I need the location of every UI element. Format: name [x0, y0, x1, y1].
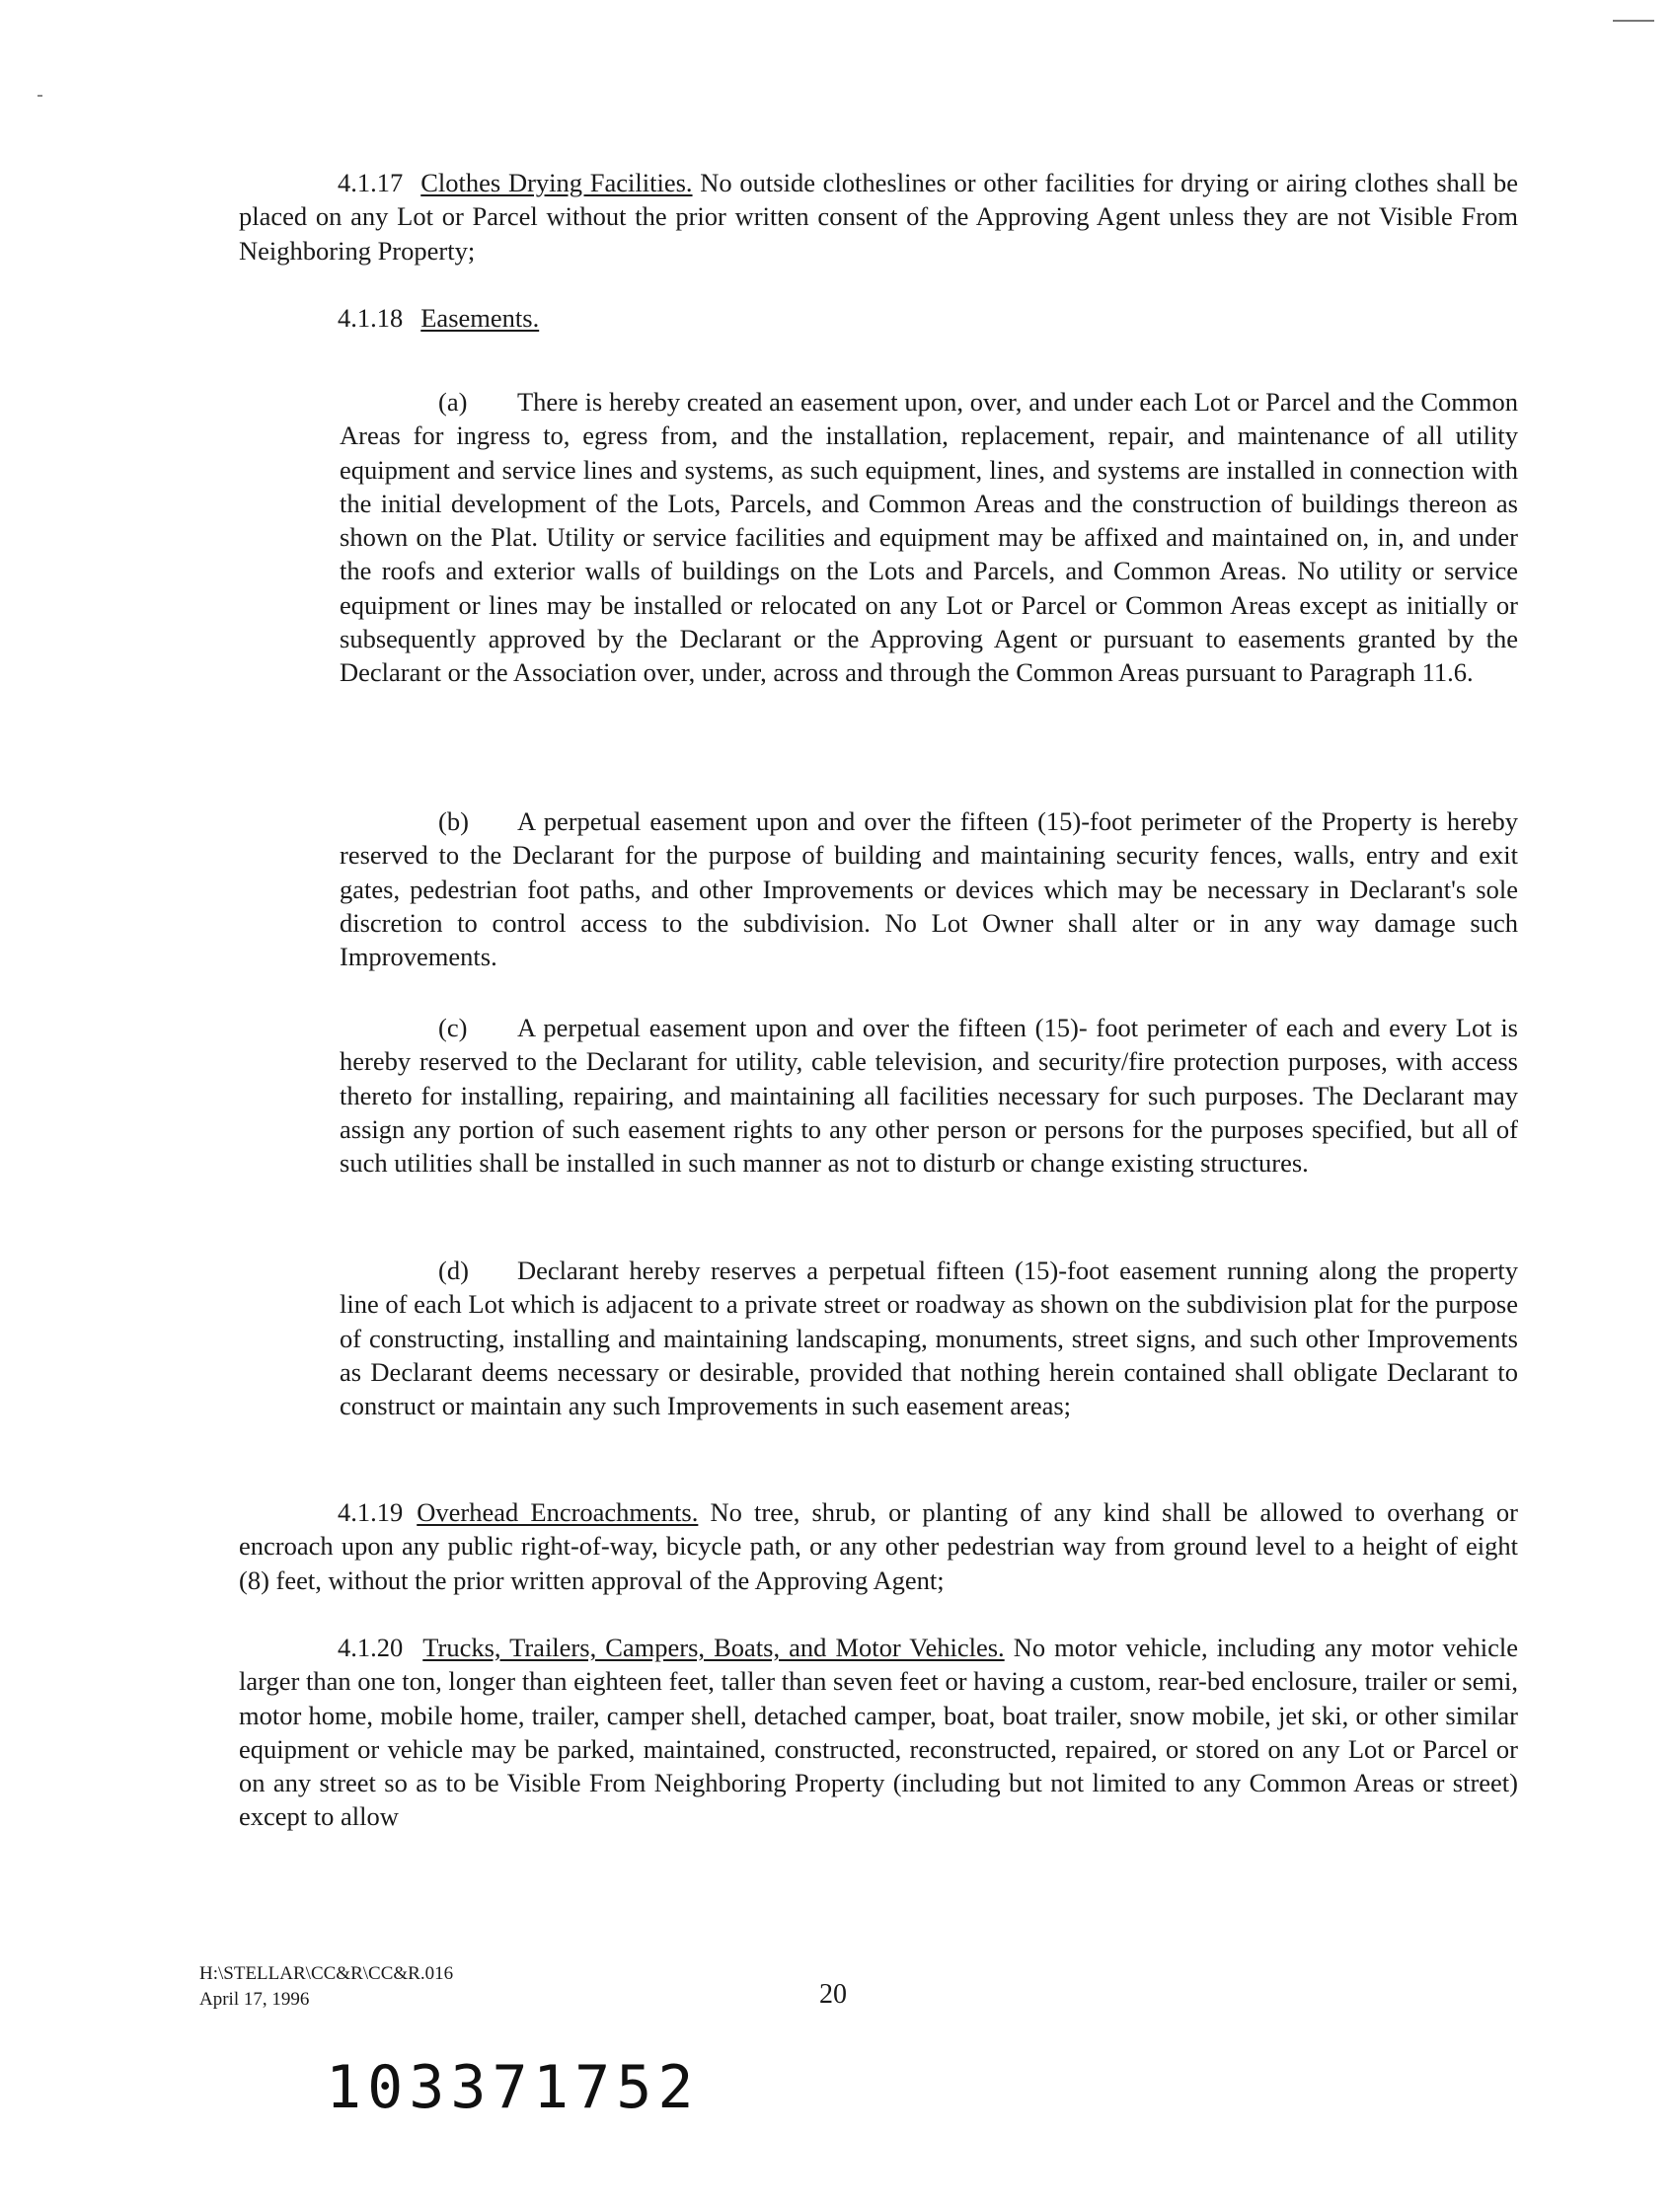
section-number: 4.1.18 [338, 303, 404, 333]
section-text: No outside clotheslines or other facilities for drying or airing clothes shall be placed on any Lot or Parcel without the prior written consent of the Approving Agent unless they are not Visible From Neighboring Property; [239, 168, 1518, 266]
subparagraph-label: (a) [438, 387, 468, 417]
recording-book-number: 10337 [326, 2053, 534, 2122]
section-text: No motor vehicle, including any motor vehicle larger than one ton, longer than eighteen feet, taller than seven feet or having a custom, rear-bed enclosure, trailer or semi, motor home, mobile home, trailer, camper shell, detached camper, boat, boat trailer, snow mobile, jet ski, or other similar equipment or vehicle may be parked, maintained, constructed, reconstructed, repaired, or stored on any Lot or Parcel or on any street so as to be Visible From Neighboring Property (including but not limited to any Common Areas or street) except to allow [239, 1633, 1518, 1832]
easement-a [340, 385, 1518, 690]
subparagraph-label: (c) [438, 1013, 468, 1042]
section-heading: Trucks, Trailers, Campers, Boats, and Motor Vehicles. [422, 1633, 1005, 1662]
recording-page-number: 1752 [533, 2053, 700, 2122]
section-text: No tree, shrub, or planting of any kind shall be allowed to overhang or encroach upon any public right-of-way, bicycle path, or any other pedestrian way from ground level to a height of eight (8) feet, without the prior written approval of the Approving Agent; [239, 1497, 1519, 1595]
scan-speck [38, 95, 42, 97]
section-number: 4.1.19 [338, 1497, 404, 1527]
footer-file-path: H:\STELLAR\CC&R\CC&R.016 [199, 1963, 454, 1984]
section-4-1-17 [239, 166, 1518, 267]
section-number: 4.1.20 [338, 1633, 404, 1662]
subparagraph-text: A perpetual easement upon and over the fifteen (15)-foot perimeter of the Property is hereby reserved to the Declarant for the purpose of building and maintaining security fences, walls, entry and exit gates, pedestrian foot paths, and other Improvements or devices which may be necessary in Declarant's sole discretion to control access to the subdivision. No Lot Owner shall alter or in any way damage such Improvements. [340, 806, 1518, 972]
page-number: 20 [819, 1979, 847, 2010]
easement-b [340, 804, 1518, 973]
subparagraph-label: (d) [438, 1256, 469, 1285]
section-4-1-19 [239, 1495, 1518, 1597]
subparagraph-text: There is hereby created an easement upon, over, and under each Lot or Parcel and the Common Areas for ingress to, egress from, and the installation, replacement, repair, and maintenance of all utility equipment and service lines and systems, as such equipment, lines, and systems are installed in connection with the initial development of the Lots, Parcels, and Common Areas and the construction of buildings thereon as shown on the Plat. Utility or service facilities and equipment may be affixed and maintained on, in, and under the roofs and exterior walls of buildings on the Lots and Parcels, and Common Areas. No utility or service equipment or lines may be installed or relocated on any Lot or Parcel or Common Areas except as initially or subsequently approved by the Declarant or the Approving Agent or pursuant to easements granted by the Declarant or the Association over, under, across and through the Common Areas pursuant to Paragraph 11.6. [340, 387, 1518, 688]
section-heading: Overhead Encroachments. [417, 1497, 699, 1527]
footer-date: April 17, 1996 [199, 1989, 310, 2010]
subparagraph-text: A perpetual easement upon and over the fifteen (15)- foot perimeter of each and every Lot is hereby reserved to the Declarant for utility, cable television, and security/fire protection purposes, with access thereto for installing, repairing, and maintaining all facilities necessary for such purposes. The Declarant may assign any portion of such easement rights to any other person or persons for the purposes specified, but all of such utilities shall be installed in such manner as not to disturb or change existing structures. [340, 1013, 1518, 1179]
easement-d [340, 1254, 1518, 1422]
subparagraph-text: Declarant hereby reserves a perpetual fifteen (15)-foot easement running along the property line of each Lot which is adjacent to a private street or roadway as shown on the subdivision plat for the purpose of constructing, installing and maintaining landscaping, monuments, street signs, and such other Improvements as Declarant deems necessary or desirable, provided that nothing herein contained shall obligate Declarant to construct or maintain any such Improvements in such easement areas; [340, 1256, 1518, 1421]
scan-corner-mark [1613, 20, 1654, 22]
section-4-1-20 [239, 1631, 1518, 1834]
easement-c [340, 1011, 1518, 1180]
section-number: 4.1.17 [338, 168, 404, 197]
section-heading: Clothes Drying Facilities. [420, 168, 693, 197]
section-heading: Easements. [420, 303, 540, 333]
section-4-1-18 [239, 301, 1518, 335]
subparagraph-label: (b) [438, 806, 469, 836]
